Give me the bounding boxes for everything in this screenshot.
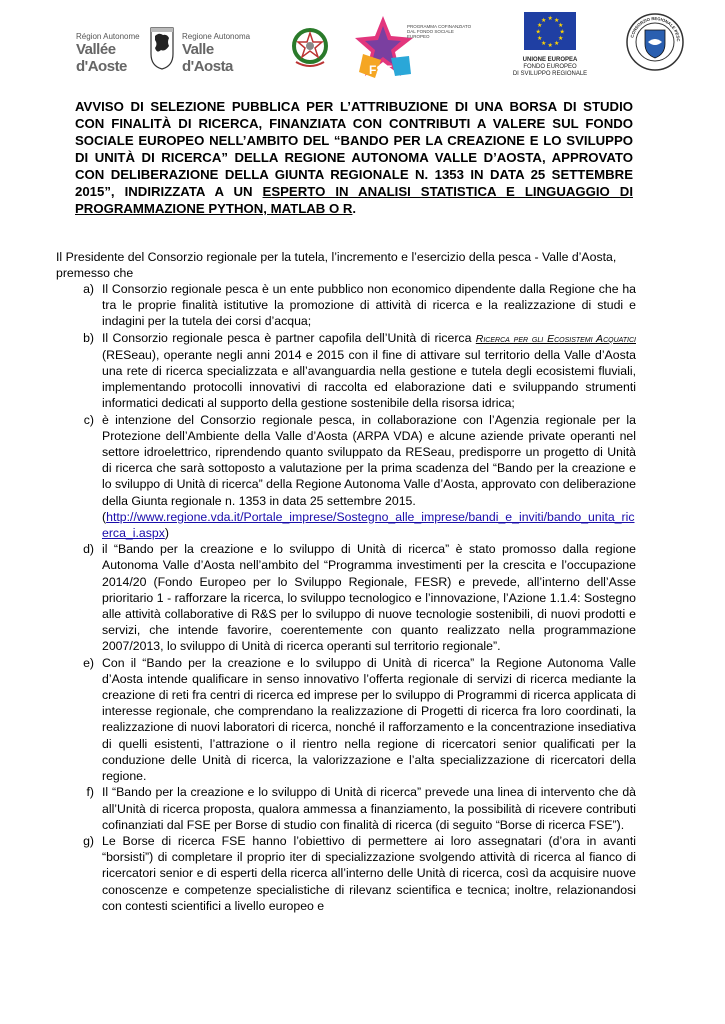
svg-text:★: ★ — [535, 28, 541, 36]
item-text: Le Borse di ricerca FSE hanno l’obiettivo di permettere ai loro assegnatari (d’ora in avanti “borsisti”) di completare il proprio iter di specializzazione svolgendo attività di ricerca al fianco di ricercatori senior e di esperti della ricerca all’interno delle Unità di ricerca, così da acquisire nuove conoscenze e competenze specialistiche di rilevanz scientifica e tecnica; inoltre, relazionandosi con contesti scientifici a livello europeo e — [102, 833, 636, 913]
svg-text:★: ★ — [558, 35, 564, 42]
item-label: b) — [83, 330, 94, 345]
stamp-text: CONSORZIO REGIONALE PESC — [629, 15, 682, 42]
item-label: f) — [86, 785, 94, 800]
research-unit-acronym: (RESeau) — [102, 347, 156, 362]
svg-text:★: ★ — [541, 40, 547, 47]
svg-text:★: ★ — [554, 17, 560, 24]
vda-logo-small-text: Région Autonome — [76, 32, 140, 41]
eu-caption-line-1: UNIONE EUROPEA — [522, 57, 578, 63]
item-label: g) — [83, 833, 94, 848]
lion-shield-icon — [149, 26, 175, 70]
title-main: AVVISO DI SELEZIONE PUBBLICA PER L’ATTRIBUZIONE DI UNA BORSA DI STUDIO CON FINALITÀ DI RICERCA, FINANZIATA CON CONTRIBUTI A VALERE SUL FONDO SOCIALE EUROPEO NELL’AMBITO DEL “BANDO PER LA CREAZIONE E LO SVILUPPO DI UNITÀ DI RICERCA” DELLA REGIONE AUTONOMA VALLE D’AOSTA, APPROVATO CON DELIBERAZIONE DELLA GIUNTA REGIONALE N. 1353 IN DATA 25 SETTEMBRE 2015”, INDIRIZZATA A UN — [75, 99, 633, 199]
svg-text:★: ★ — [558, 22, 564, 29]
italian-republic-emblem-icon — [290, 24, 330, 70]
list-item — [56, 784, 636, 833]
list-item — [56, 281, 636, 330]
item-label: e) — [83, 655, 94, 670]
svg-text:★: ★ — [547, 42, 553, 49]
item-text: il “Bando per la creazione e lo sviluppo di Unità di ricerca” è stato promosso dalla regione Autonoma Valle d’Aosta nell’ambito del “Programma investimenti per la crescita e l’occupazione 2014/20 (Fondo Europeo per lo Sviluppo Regionale, FESR) e prevede, all’interno dell’Asse prioritario 1 - rafforzare la ricerca, lo sviluppo tecnologico e l’innovazione, l’Azione 1.1.4: Sostegno alle attività collaborative di R&S per lo sviluppo di nuove tecnologie sostenibili, di nuovi prodotti e servizi, che intende favorire, coerentemente con quanto realizzato nella programmazione 2007/2013, lo sviluppo di Unità di ricerca operanti sul territorio regionale”. — [102, 542, 636, 654]
item-c-text: è intenzione del Consorzio regionale pesca, in collaborazione con l’Agenzia regionale per la Protezione dell’Ambiente della Valle d’Aosta (ARPA VDA) e alcune aziende private operanti nel settore idroelettrico, riprendendo quanto sviluppato da RESeau, predisporre un progetto di Unità di ricerca che sarà sottoposto a valutazione per la prima scadenza del “Bando per la creazione e lo sviluppo di Unità di ricerca” della Regione Autonoma Valle d’Aosta, approvato con deliberazione della Giunta regionale n. 1353 in data 25 settembre 2015. — [102, 412, 636, 508]
bando-link[interactable]: http://www.regione.vda.it/Portale_imprese/Sostegno_alle_imprese/bandi_e_inviti/bando_unita_ricerca_i.aspx — [102, 509, 635, 541]
item-b-pre: Il Consorzio regionale pesca è partner capofila dell’Unità di ricerca — [102, 330, 476, 345]
item-text: Il Consorzio regionale pesca è un ente pubblico non economico dipendente dalla Regione che ha tra le proprie finalità istitutive la promozione di attività di ricerca e la realizzazione di studi e indagini per la tutela dei corsi d’acqua; — [102, 282, 636, 329]
eu-caption-line-3: DI SVILUPPO REGIONALE — [512, 71, 588, 77]
svg-text:★: ★ — [541, 17, 547, 24]
title-end: . — [352, 201, 357, 216]
premises-list — [56, 281, 636, 914]
svg-text:★: ★ — [537, 22, 543, 29]
list-item — [56, 655, 636, 785]
list-item — [56, 412, 636, 542]
eu-fesr-logo — [505, 12, 595, 82]
list-item — [56, 541, 636, 654]
item-text: Il “Bando per la creazione e lo sviluppo di Unità di ricerca” prevede una linea di intervento che dà all’Unità di ricerca proposta, qualora ammessa a finanziamento, la possibilità di ricevere contributi cofinanziati dal FSE per Borse di studio con finalità di ricerca (di seguito “Borse di ricerca FSE”). — [102, 785, 636, 832]
intro-paragraph: Il Presidente del Consorzio regionale per la tutela, l’incremento e l’esercizio della pesca - Valle d’Aosta, premesso che — [56, 250, 617, 281]
svg-text:★: ★ — [554, 40, 560, 47]
item-label: c) — [83, 412, 94, 427]
item-text: è intenzione del Consorzio regionale pesca, in collaborazione con l’Agenzia regionale per la Protezione dell’Ambiente della Valle d’Aosta (ARPA VDA) e alcune aziende private operanti nel settore idroelettrico, riprendendo quanto sviluppato da RESeau, predisporre un progetto di Unità di ricerca che sarà sottoposto a valutazione per la prima scadenza del “Bando per la creazione e lo sviluppo di Unità di ricerca” della Regione Autonoma Valle d’Aosta, approvato con deliberazione della Giunta regionale n. 1353 in data 25 settembre 2015. (http://www.regione.vda.it/Portale_imprese/Sostegno_alle_imprese/bandi_e_inviti/bando_unita_ricerca_i.aspx) — [102, 412, 636, 541]
title-underlined: ESPERTO IN ANALISI STATISTICA E LINGUAGGIO DI PROGRAMMAZIONE PYTHON, MATLAB O R — [75, 184, 633, 216]
list-item — [56, 330, 636, 412]
document-title — [75, 98, 633, 217]
list-item — [56, 833, 636, 914]
header-logos — [0, 0, 725, 85]
valle-daosta-logo — [182, 28, 282, 75]
fse-star-icon — [355, 14, 415, 80]
eu-caption-line-2: FONDO EUROPEO — [523, 64, 577, 70]
item-text: Con il “Bando per la creazione e lo sviluppo di Unità di ricerca” la Regione Autonoma Valle d’Aosta intende qualificare in senso innovativo l’offerta regionale di servizi di ricerca mediante la creazione di reti fra centri di ricerca ed imprese per lo sviluppo di Programmi di ricerca applicata di interesse regionale, che comprendano la realizzazione di Progetti di ricerca fra loro coordinati, la realizzazione di nuovi laboratori di ricerca, nonché il rafforzamento e la concentrazione insediativa di quelli esistenti, l’attrazione o il rientro nella regione di ricercatori senior qualificati per la conduzione delle Unità di ricerca, la valorizzazione e l’alta specializzazione di ricercatori della regione. — [102, 655, 636, 784]
item-label: d) — [83, 542, 94, 557]
svg-text:FSE: FSE — [369, 63, 393, 77]
fse-program-logo — [355, 14, 475, 80]
item-label: a) — [83, 282, 94, 296]
svg-text:★: ★ — [559, 28, 565, 36]
vda-logo-big-text: Vallée d'Aoste — [76, 41, 127, 75]
svg-text:★: ★ — [547, 15, 553, 22]
vda-logo2-small-text: Regione Autonoma — [182, 32, 251, 41]
item-text — [102, 330, 636, 412]
consorzio-pesca-stamp-icon — [625, 12, 685, 72]
svg-text:★: ★ — [537, 35, 543, 42]
fse-caption: PROGRAMMA COFINANZIATO DAL FONDO SOCIALE EUROPEO — [407, 24, 472, 39]
eu-flag-icon — [524, 12, 576, 50]
vda-logo2-big-text: Valle d'Aosta — [182, 41, 233, 75]
research-unit-name: Ricerca per gli Ecosistemi Acquatici — [475, 332, 636, 345]
item-b-post: , operante negli anni 2014 e 2015 con il fine di attivare sul territorio della Valle d’Aosta una rete di ricerca specializzata e all’avanguardia nella gestione e tutela degli ecosistemi fluviali, implementando protocolli innovativi di raccolta ed elaborazione dati e sviluppando strumenti informatici dedicati al supporto della gestione sostenibile della risorsa idrica; — [102, 347, 636, 411]
